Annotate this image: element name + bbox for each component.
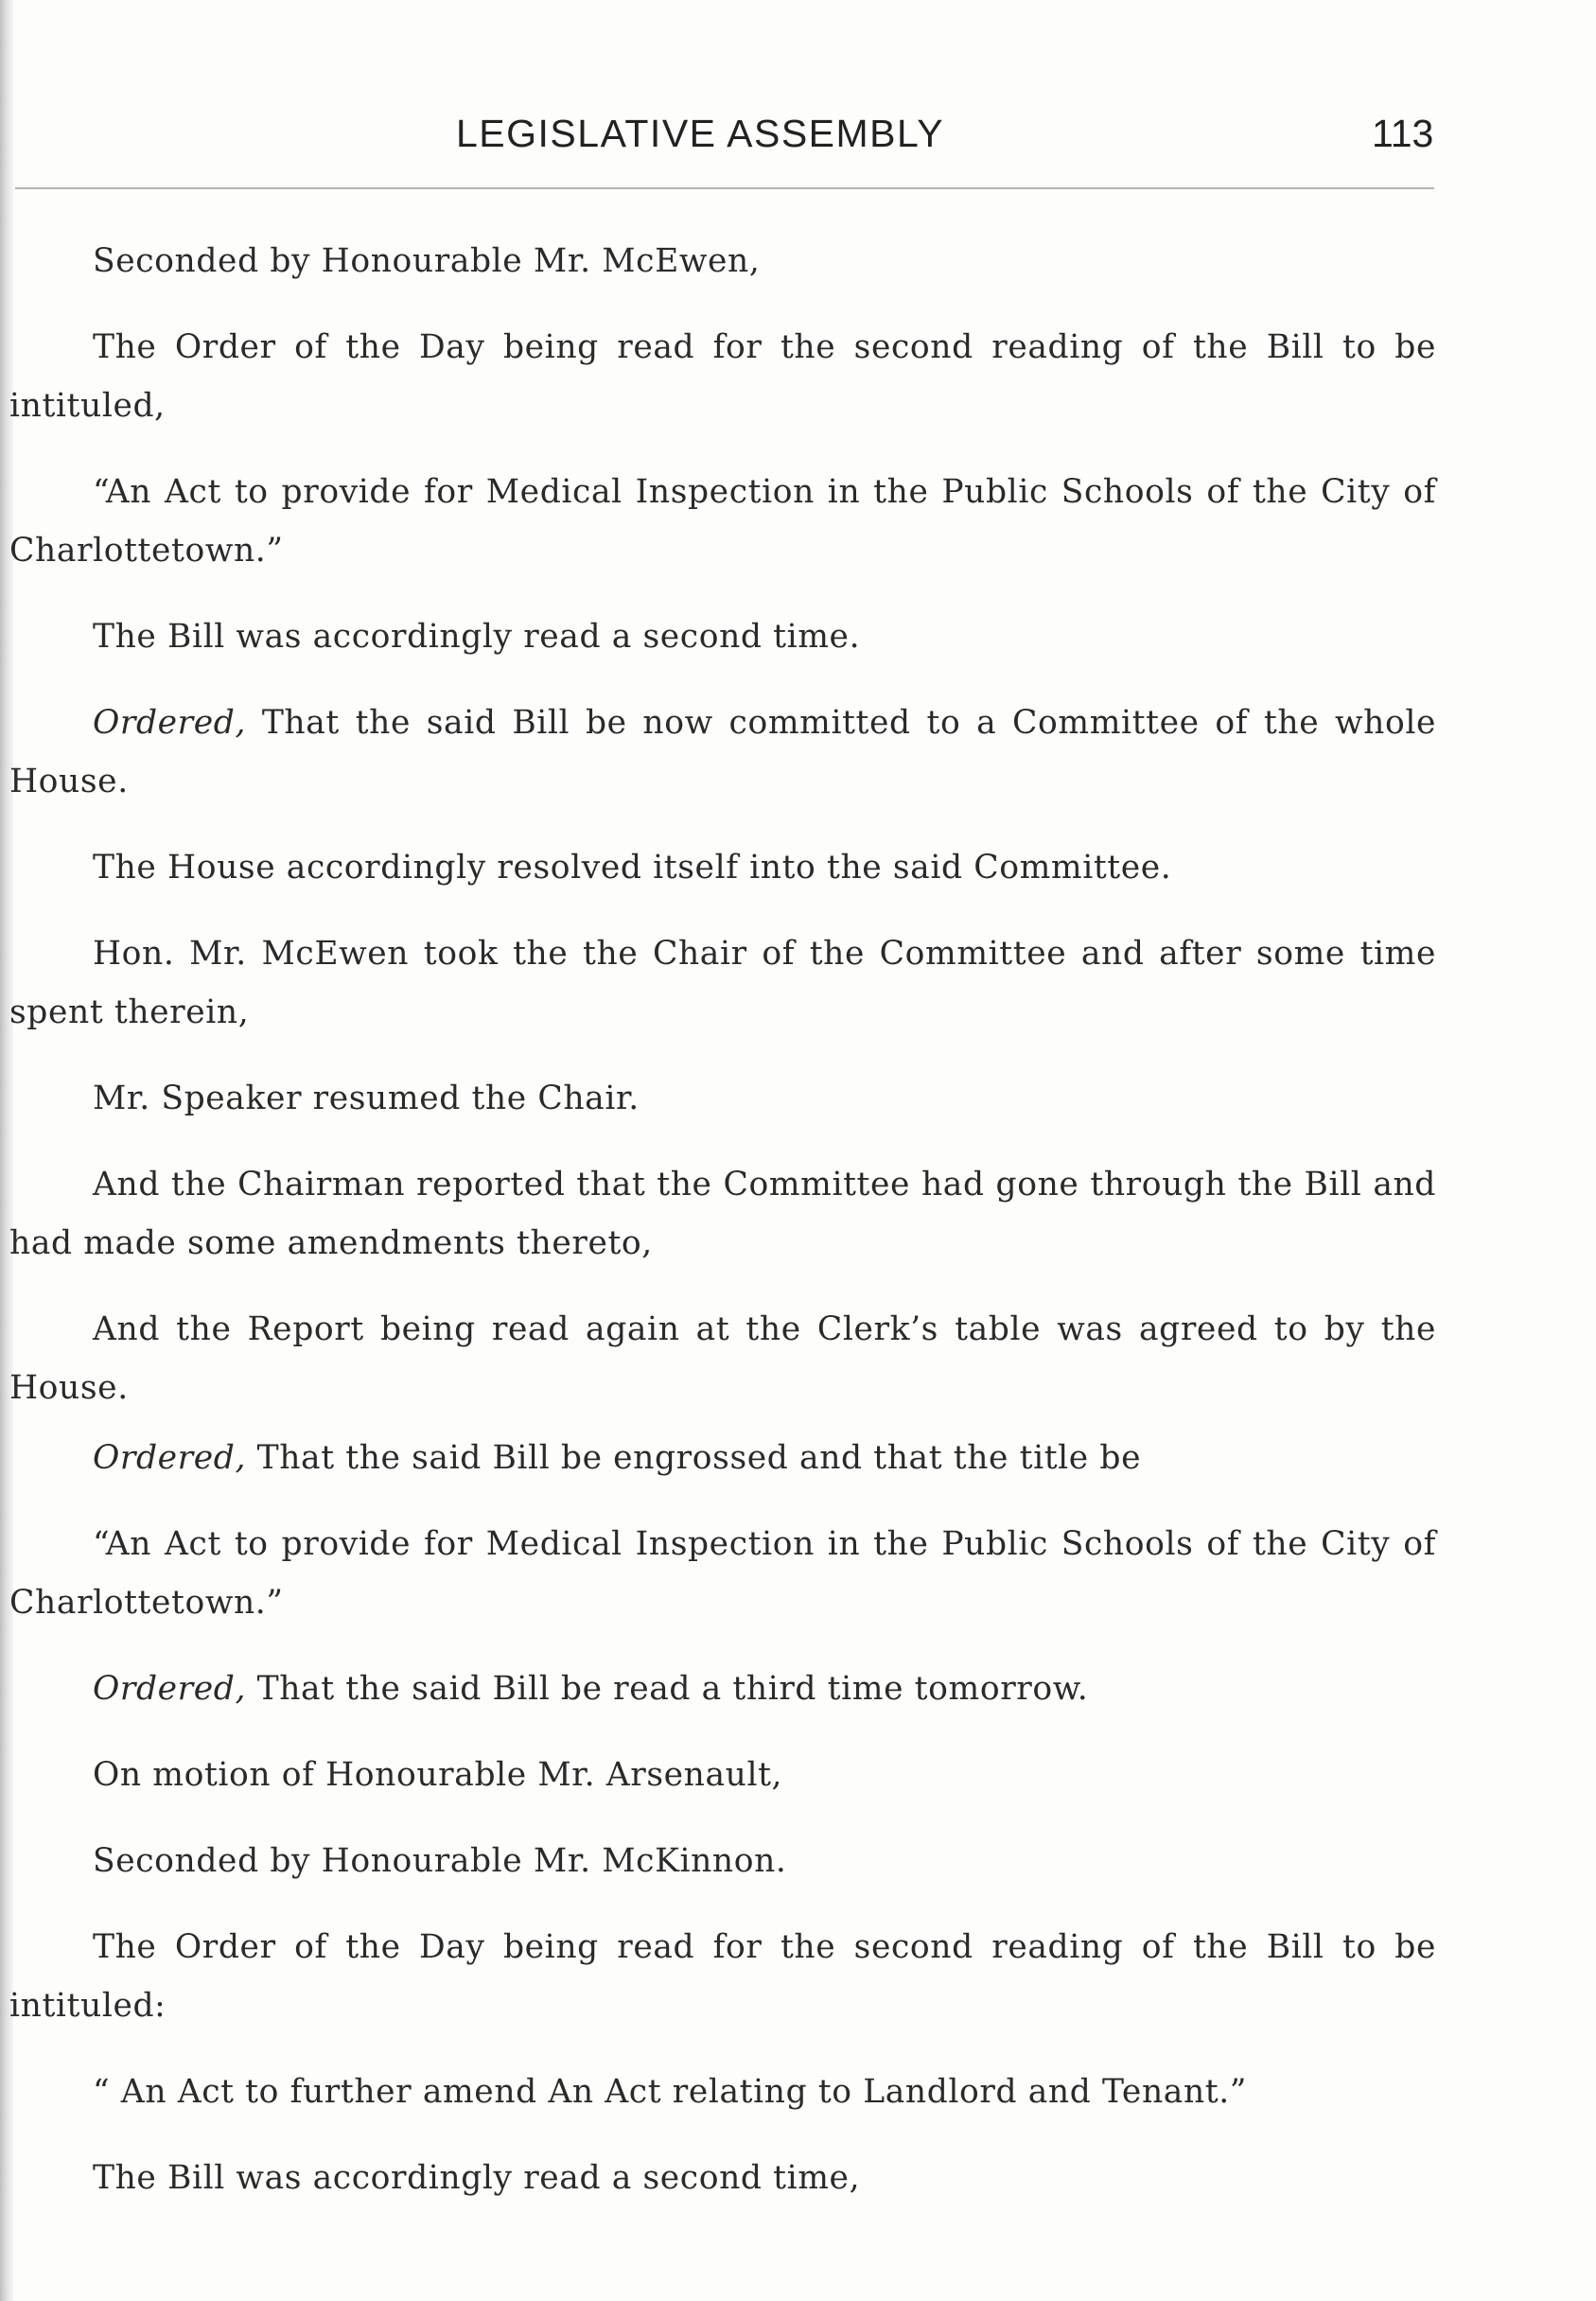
header-rule (15, 187, 1434, 189)
running-head-title: LEGISLATIVE ASSEMBLY (456, 112, 945, 155)
paragraph-speaker-resumed: Mr. Speaker resumed the Chair. (93, 1080, 640, 1117)
paragraph-house-resolved: The House accordingly resolved itself into the said Committee. (93, 849, 1172, 887)
paragraph-chairman-reported: And the Chairman reported that the Committee had gone through the Bill and had made some amendments thereto, (9, 1166, 1436, 1262)
running-head (0, 112, 1596, 168)
paragraph-took-chair: Hon. Mr. McEwen took the the Chair of the Committee and after some time spent therein, (9, 935, 1436, 1031)
paragraph-ordered-third-reading: Ordered, That the said Bill be read a third time tomorrow. (93, 1670, 1089, 1708)
paragraph-bill-title-engrossed: “An Act to provide for Medical Inspection in the Public Schools of the City of Charlottetown.” (9, 1525, 1436, 1622)
paragraph-seconded-mckinnon: Seconded by Honourable Mr. McKinnon. (93, 1842, 787, 1880)
paragraph-order-of-day-2: The Order of the Day being read for the second reading of the Bill to be intituled: (9, 1928, 1436, 2025)
paragraph-report-agreed: And the Report being read again at the Clerk’s table was agreed to by the House. (9, 1310, 1436, 1407)
paragraph-ordered-engrossed: Ordered, That the said Bill be engrossed and that the title be (93, 1439, 1142, 1477)
page-number: 113 (1372, 112, 1434, 155)
paragraph-seconded: Seconded by Honourable Mr. McEwen, (93, 242, 761, 280)
paragraph-on-motion: On motion of Honourable Mr. Arsenault, (93, 1756, 783, 1794)
paragraph-ordered-committed: Ordered, That the said Bill be now committed to a Committee of the whole House. (9, 704, 1436, 800)
paragraph-landlord-tenant-title: “ An Act to further amend An Act relating to Landlord and Tenant.” (93, 2073, 1248, 2111)
body-text (9, 232, 1436, 2207)
paragraph-second-reading: The Bill was accordingly read a second time. (93, 618, 861, 656)
paragraph-bill-title: “An Act to provide for Medical Inspection in the Public Schools of the City of Charlottetown.” (9, 473, 1436, 570)
paragraph-order-of-day: The Order of the Day being read for the second reading of the Bill to be intituled, (9, 328, 1436, 425)
paragraph-second-reading-2: The Bill was accordingly read a second time, (93, 2159, 861, 2197)
